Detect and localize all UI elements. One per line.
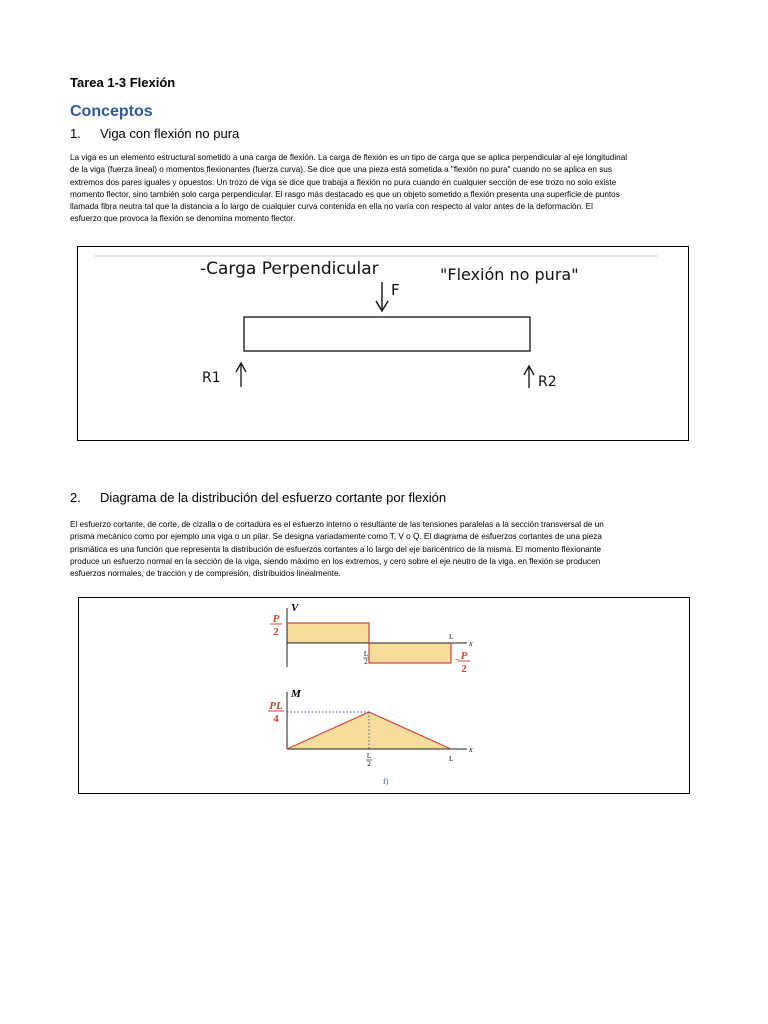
section-heading-conceptos: Conceptos: [70, 103, 153, 120]
shear-length-label: L: [449, 633, 454, 641]
paragraph-line: El esfuerzo cortante, de corte, de cizalla o de cortadura es el esfuerzo interno o resultante de las tensiones paralelas a la sección transversal de un: [70, 520, 604, 529]
shear-pos-denominator: 2: [273, 626, 279, 638]
shear-moment-svg: [79, 598, 689, 793]
paragraph-line: esfuerzos normales, de tracción y de compresión, distribuidos linealmente.: [70, 569, 341, 579]
shear-neg-denominator: 2: [461, 663, 467, 675]
moment-half-denominator: 2: [367, 760, 371, 768]
flexion-type-label: "Flexión no pura": [440, 265, 579, 284]
paragraph-line: prisma mecánico como por ejemplo una viga o un pilar. Se designa variadamente como T, V o Q. El diagrama de esfuerzos cortantes de una pieza: [70, 532, 602, 542]
item-1-number: 1.: [70, 126, 81, 141]
shear-half-numerator: L: [363, 650, 369, 658]
shear-axis-label: V: [291, 602, 299, 614]
paragraph-line: produce un esfuerzo normal en la sección de la viga, siendo máximo en los extremos, y cero sobre el eje neutro de la viga. en flexión se producen: [70, 556, 601, 566]
beam-sketch-figure: [77, 246, 689, 441]
item-1-title: Viga con flexión no pura: [100, 126, 240, 141]
shear-x-label: x: [469, 639, 473, 648]
paragraph-line: llamada fibra neutra tal que la distancia a lo largo de cualquier curva contenida en ella no varía con respecto al valor antes de la deformación. El: [70, 202, 593, 212]
moment-max-denominator: 4: [273, 713, 279, 725]
figure-caption: f): [383, 777, 389, 786]
paragraph-line: La viga es un elemento estructural sometido a una carga de flexión. La carga de flexión es un tipo de carga que se aplica perpendicular al eje longitudinal: [70, 153, 628, 162]
item-1-paragraph: [70, 152, 698, 226]
load-label: -Carga Perpendicular: [200, 259, 379, 279]
paragraph-line: extremos dos pares iguales y opuestos. Un trozo de viga se dice que trabaja a flexión no pura cuando en cualquier sección de ese trozo no solo existe: [70, 177, 617, 187]
beam-rectangle: [244, 317, 530, 351]
item-2-paragraph: [70, 519, 698, 580]
r2-label: R2: [538, 374, 557, 390]
paragraph-line: esfuerzo que provoca la flexión se denomina momento flector.: [70, 214, 296, 224]
shear-negative-area: [369, 643, 451, 663]
paragraph-line: prismática es una función que representa la distribución de esfuerzos cortantes a lo largo del eje baricéntrico de la misma. El momento flexionante: [70, 544, 602, 554]
paragraph-line: de la viga (fuerza lineal) o momentos flexionantes (fuerza curva). Se dice que una pieza está sometida a "flexión no pura" cuando no se aplica en sus: [70, 165, 612, 175]
shear-positive-area: [287, 623, 369, 643]
moment-half-numerator: L: [366, 752, 372, 760]
item-2-title: Diagrama de la distribución del esfuerzo cortante por flexión: [100, 490, 447, 505]
shear-moment-figure: [78, 597, 690, 794]
item-1-heading: [70, 126, 239, 141]
force-label: F: [391, 281, 400, 299]
item-2-heading: [70, 490, 446, 505]
moment-x-label: x: [469, 745, 473, 754]
shear-neg-numerator: P: [460, 650, 468, 662]
r1-label: R1: [202, 370, 221, 386]
moment-axis-label: M: [291, 688, 301, 700]
moment-max-numerator: PL: [269, 700, 283, 712]
paragraph-line: momento flector, sino también solo carga perpendicular. El rasgo más destacado es que un objeto sometido a flexión presenta una superficie de puntos: [70, 189, 620, 199]
document-title: Tarea 1-3 Flexión: [70, 75, 176, 90]
moment-length-label: L: [449, 755, 454, 763]
beam-sketch-svg: [78, 247, 688, 440]
shear-neg-sign: -: [455, 653, 459, 665]
shear-pos-numerator: P: [272, 613, 280, 625]
item-2-number: 2.: [70, 490, 81, 505]
shear-half-denominator: 2: [364, 658, 368, 666]
